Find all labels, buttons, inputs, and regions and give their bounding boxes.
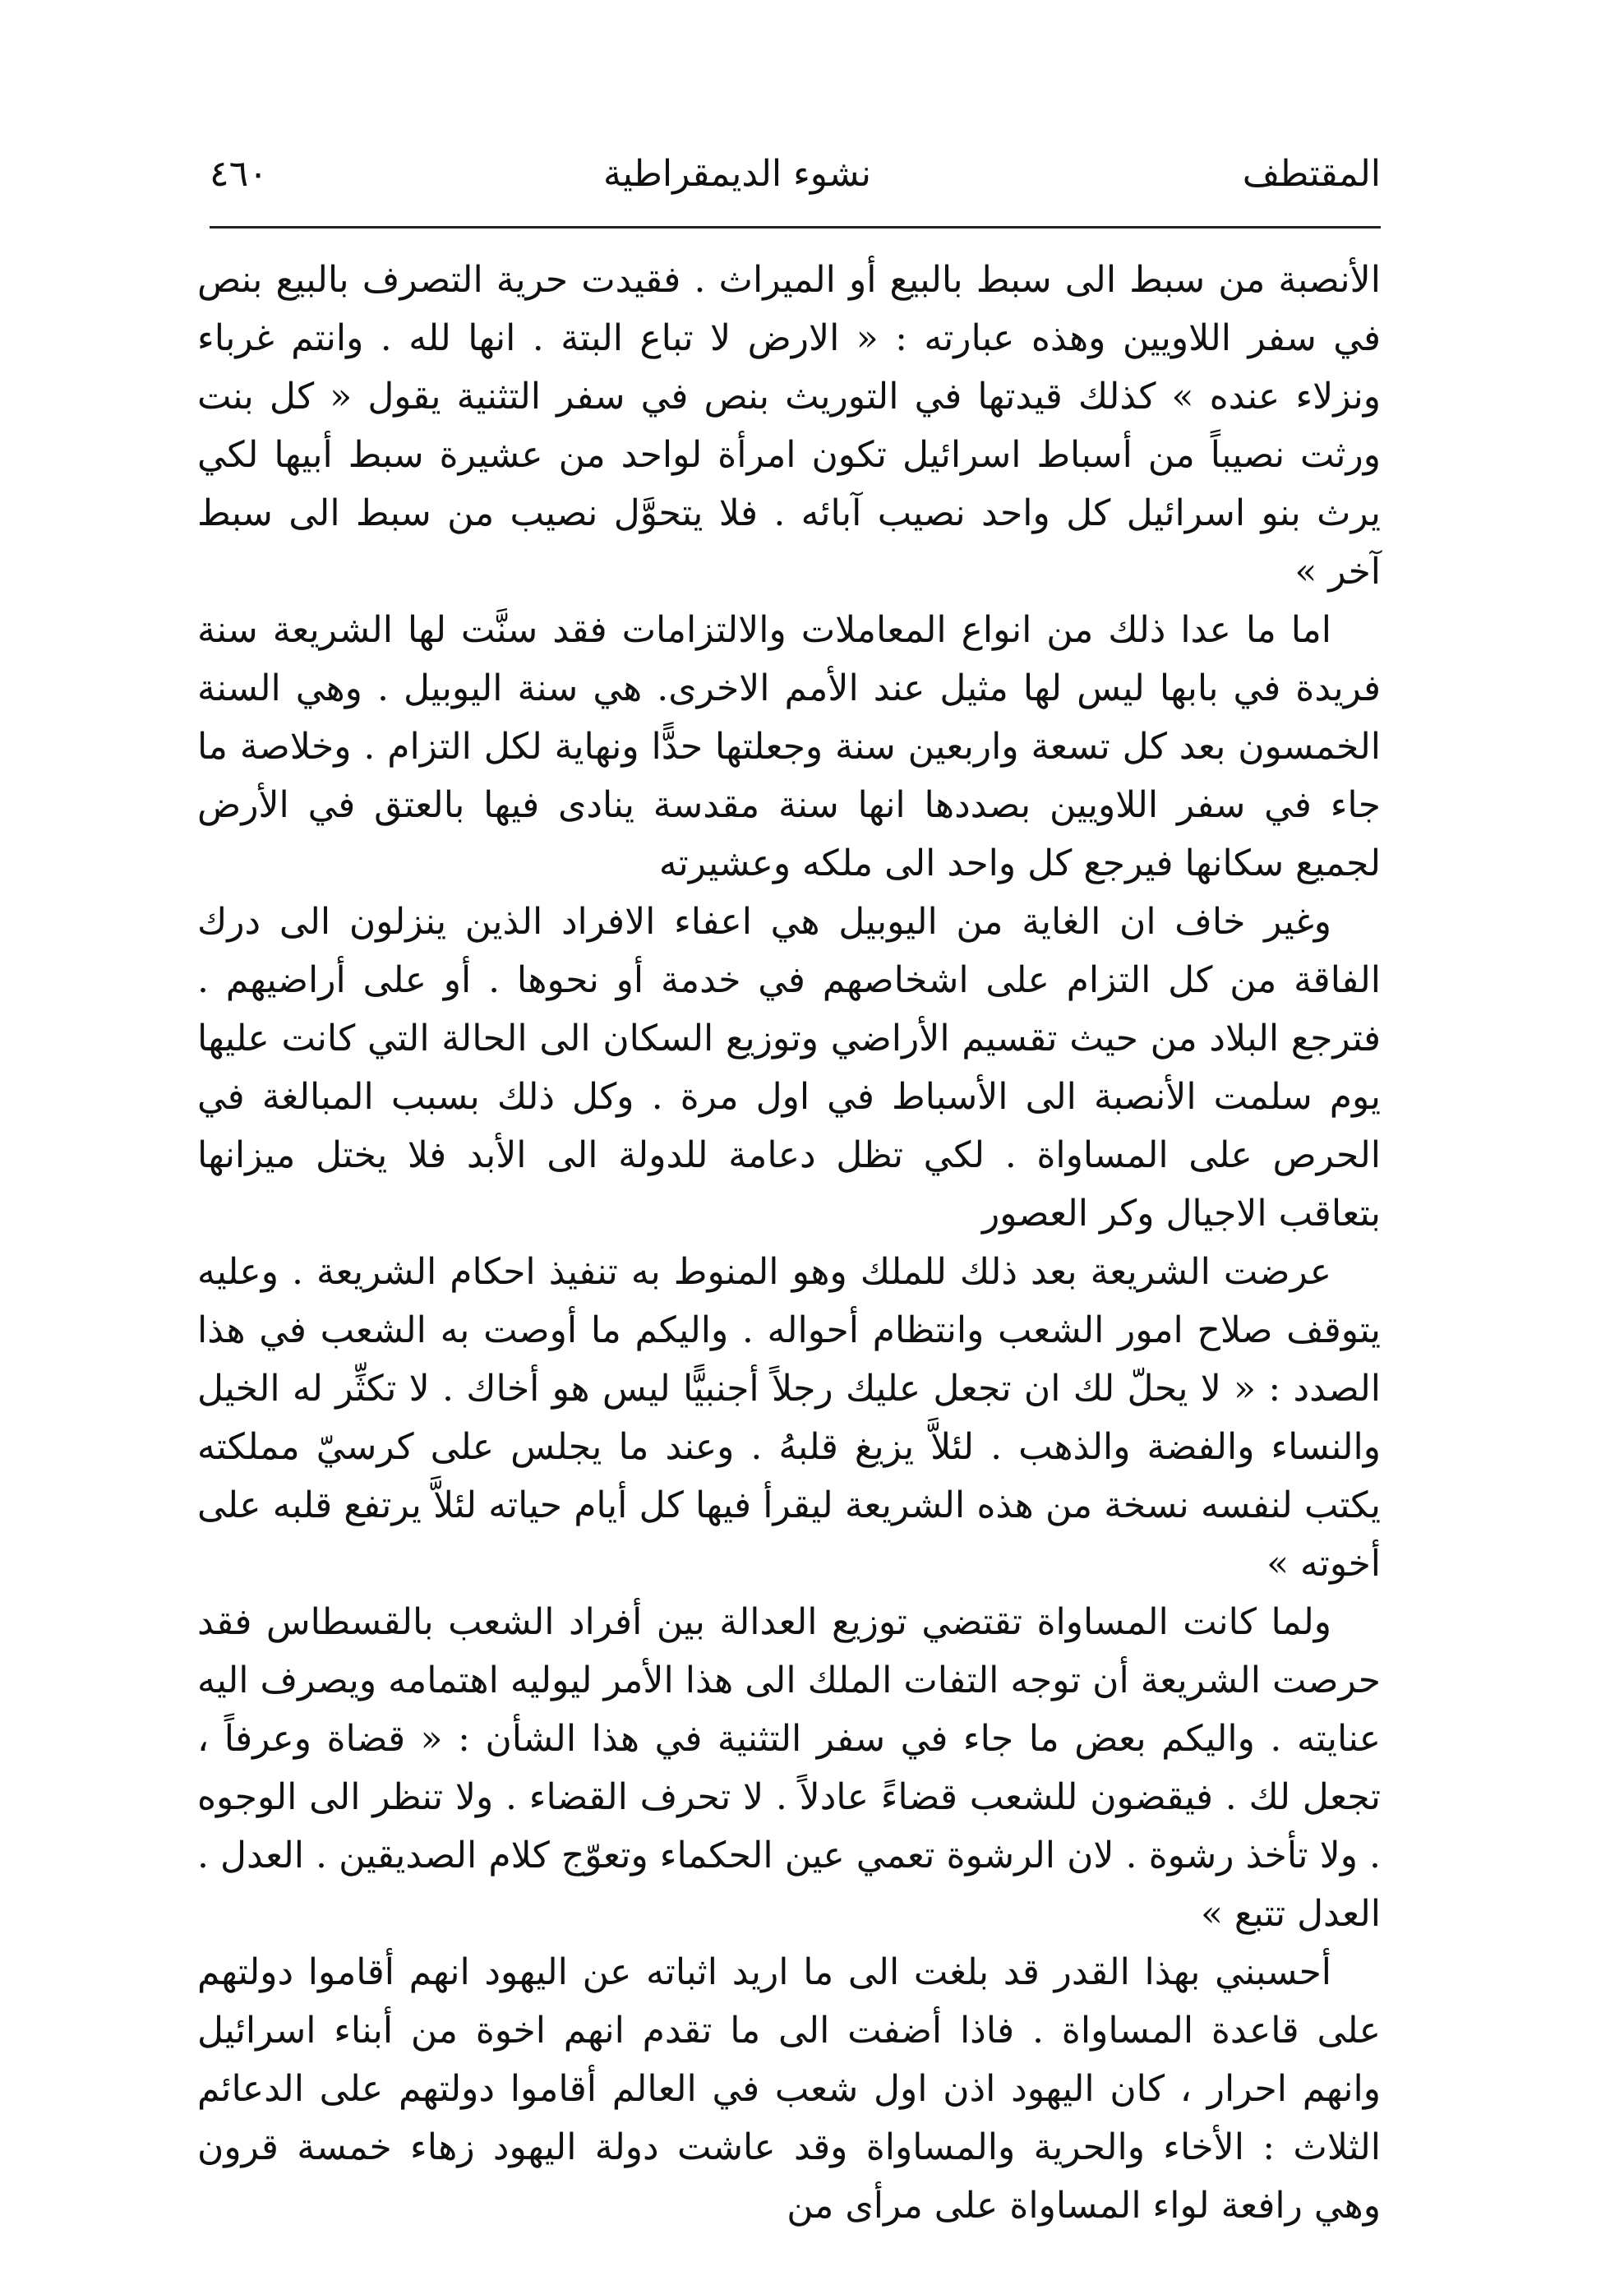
paragraph: أحسبني بهذا القدر قد بلغت الى ما اريد اثباته عن اليهود انهم أقاموا دولتهم على قاعدة المساواة . فاذا أضفت الى ما تقدم انهم اخوة من أبناء اسرائيل وانهم احرار ، كان اليهود اذن اول شعب في العالم أقاموا دولتهم على الدعائم الثلاث : الأخاء والحرية والمساواة وقد عاشت دولة اليهود زهاء خمسة قرون وهي رافعة لواء المساواة على مرأى من — [197, 1951, 1381, 2227]
running-header — [210, 148, 1381, 205]
body-text — [197, 251, 1381, 2235]
paragraph: الأنصبة من سبط الى سبط بالبيع أو الميراث . فقيدت حرية التصرف بالبيع بنص في سفر اللاويين وهذه عبارته : « الارض لا تباع البتة . انها لله . وانتم غرباء ونزلاء عنده » كذلك قيدتها في التوريث بنص في سفر التثنية يقول « كل بنت ورثت نصيباً من أسباط اسرائيل تكون امرأة لواحد من عشيرة سبط أبيها لكي يرث بنو اسرائيل كل واحد نصيب آبائه . فلا يتحوَّل نصيب من سبط الى سبط آخر » — [197, 259, 1381, 593]
page-number: ٤٦٠ — [210, 153, 268, 195]
header-divider — [210, 226, 1381, 228]
article-title: نشوء الديمقراطية — [603, 153, 871, 195]
paragraph: ولما كانت المساواة تقتضي توزيع العدالة بين أفراد الشعب بالقسطاس فقد حرصت الشريعة أن توجه التفات الملك الى هذا الأمر ليوليه اهتمامه ويصرف اليه عنايته . واليكم بعض ما جاء في سفر التثنية في هذا الشأن : « قضاة وعرفاً ، تجعل لك . فيقضون للشعب قضاءً عادلاً . لا تحرف القضاء . ولا تنظر الى الوجوه . ولا تأخذ رشوة . لان الرشوة تعمي عين الحكماء وتعوّج كلام الصديقين . العدل . العدل تتبع » — [197, 1601, 1381, 1935]
journal-name: المقتطف — [1242, 153, 1381, 195]
paragraph: عرضت الشريعة بعد ذلك للملك وهو المنوط به تنفيذ احكام الشريعة . وعليه يتوقف صلاح امور الشعب وانتظام أحواله . واليكم ما أوصت به الشعب في هذا الصدد : « لا يحلّ لك ان تجعل عليك رجلاً أجنبيًّا ليس هو أخاك . لا تكثِّر له الخيل والنساء والفضة والذهب . لئلاَّ يزيغ قلبهُ . وعند ما يجلس على كرسيّ مملكته يكتب لنفسه نسخة من هذه الشريعة ليقرأ فيها كل أيام حياته لئلاَّ يرتفع قلبه على أخوته » — [197, 1251, 1382, 1585]
paragraph: وغير خاف ان الغاية من اليوبيل هي اعفاء الافراد الذين ينزلون الى درك الفاقة من كل التزام على اشخاصهم في خدمة أو نحوها . أو على أراضيهم . فترجع البلاد من حيث تقسيم الأراضي وتوزيع السكان الى الحالة التي كانت عليها يوم سلمت الأنصبة الى الأسباط في اول مرة . وكل ذلك بسبب المبالغة في الحرص على المساواة . لكي تظل دعامة للدولة الى الأبد فلا يختل ميزانها بتعاقب الاجيال وكر العصور — [197, 901, 1381, 1235]
paragraph: اما ما عدا ذلك من انواع المعاملات والالتزامات فقد سنَّت لها الشريعة سنة فريدة في بابها ليس لها مثيل عند الأمم الاخرى. هي سنة اليوبيل . وهي السنة الخمسون بعد كل تسعة واربعين سنة وجعلتها حدًّا ونهاية لكل التزام . وخلاصة ما جاء في سفر اللاويين بصددها انها سنة مقدسة ينادى فيها بالعتق في الأرض لجميع سكانها فيرجع كل واحد الى ملكه وعشيرته — [197, 609, 1381, 884]
